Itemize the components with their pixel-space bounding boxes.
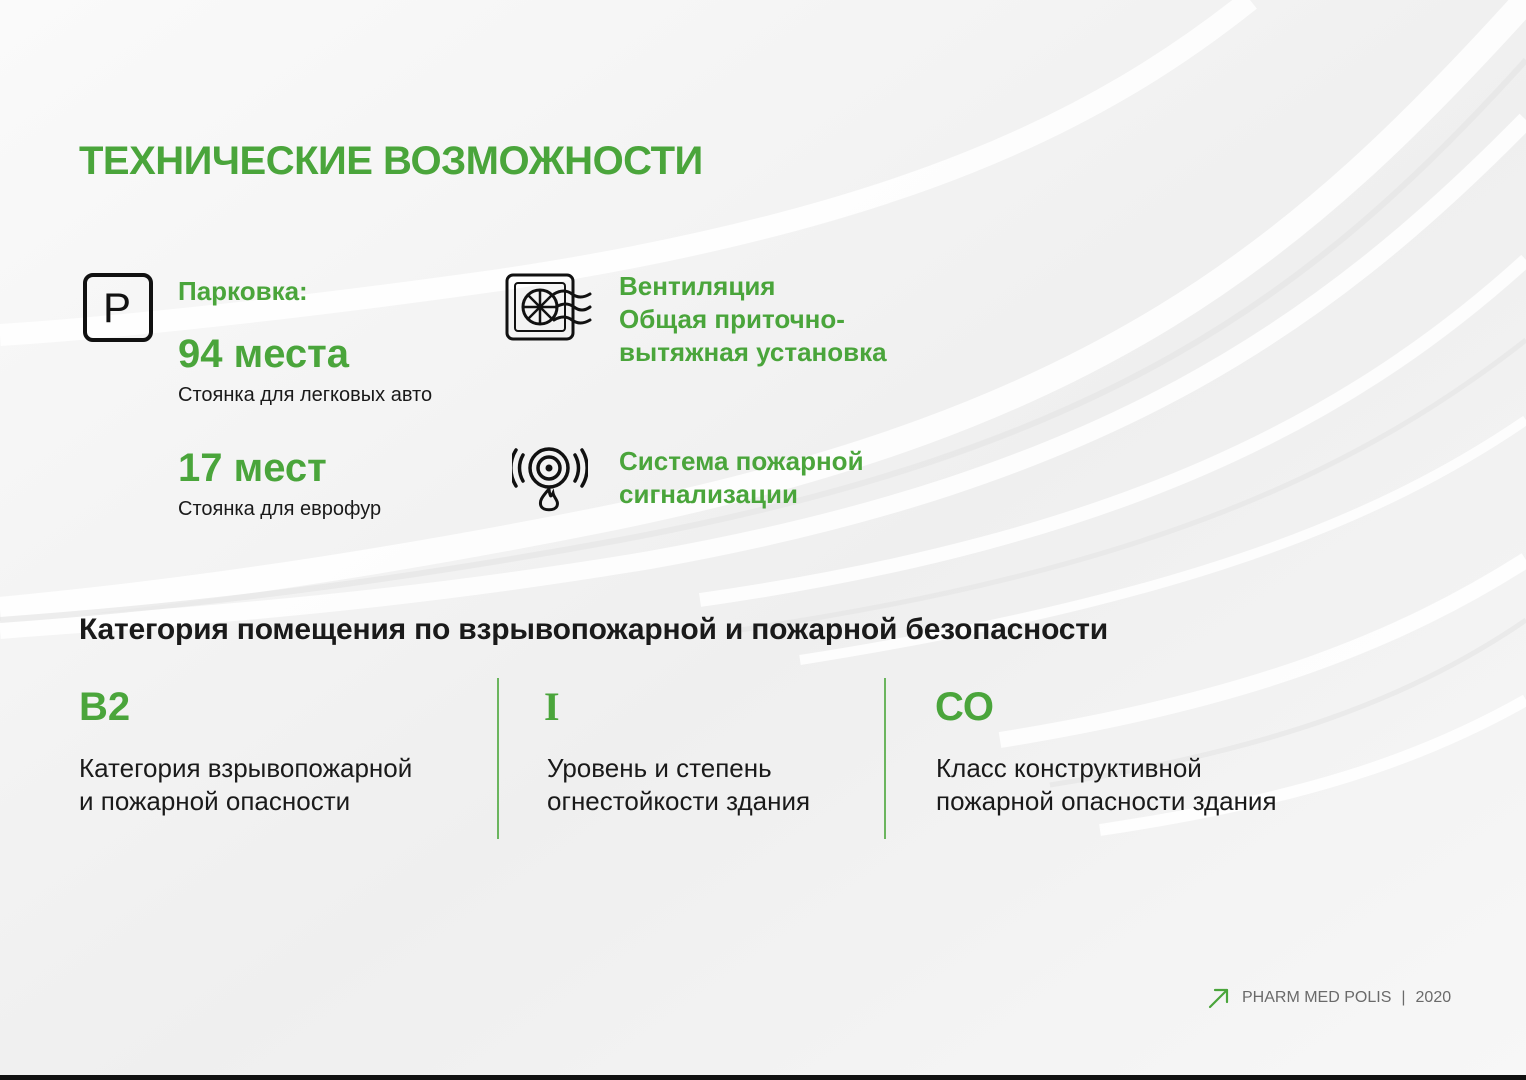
category-code-co: СО (935, 685, 995, 729)
category-desc-b2-line-1: Категория взрывопожарной (79, 753, 413, 783)
parking-label: Парковка: (178, 276, 308, 306)
fire-alarm-title: Система пожарной (619, 446, 864, 476)
fire-alarm-icon (512, 443, 588, 515)
parking-cars-desc: Стоянка для легковых авто (178, 384, 433, 406)
footer-separator: | (1401, 989, 1406, 1006)
footer (1207, 986, 1451, 1010)
svg-text:P: P (102, 284, 132, 331)
footer-year: 2020 (1415, 989, 1452, 1006)
ventilation-line-2: Общая приточно- (619, 304, 845, 334)
footer-brand: PHARM MED POLIS (1242, 989, 1392, 1006)
category-code-i: I (544, 684, 560, 729)
ventilation-line-3: вытяжная установка (619, 337, 887, 367)
divider (884, 678, 886, 839)
parking-trucks-count: 17 мест (178, 446, 327, 490)
parking-cars-count: 94 места (178, 332, 349, 376)
safety-heading: Категория помещения по взрывопожарной и пожарной безопасности (79, 613, 1109, 646)
category-desc-b2-line-2: и пожарной опасности (79, 786, 351, 816)
arrow-up-right-icon (1207, 986, 1231, 1010)
category-desc-co-line-2: пожарной опасности здания (936, 786, 1277, 816)
bottom-bar (0, 1075, 1526, 1080)
ventilation-title: Вентиляция (619, 271, 776, 301)
parking-trucks-desc: Стоянка для еврофур (178, 498, 382, 520)
ventilation-icon (504, 272, 592, 344)
category-desc-i-line-1: Уровень и степень (547, 753, 772, 783)
category-desc-co-line-1: Класс конструктивной (936, 753, 1202, 783)
fire-alarm-line-2: сигнализации (619, 479, 798, 509)
divider (497, 678, 499, 839)
parking-icon (82, 272, 154, 344)
category-code-b2: В2 (79, 685, 131, 729)
page-title: ТЕХНИЧЕСКИЕ ВОЗМОЖНОСТИ (79, 139, 703, 183)
category-desc-i-line-2: огнестойкости здания (547, 786, 811, 816)
